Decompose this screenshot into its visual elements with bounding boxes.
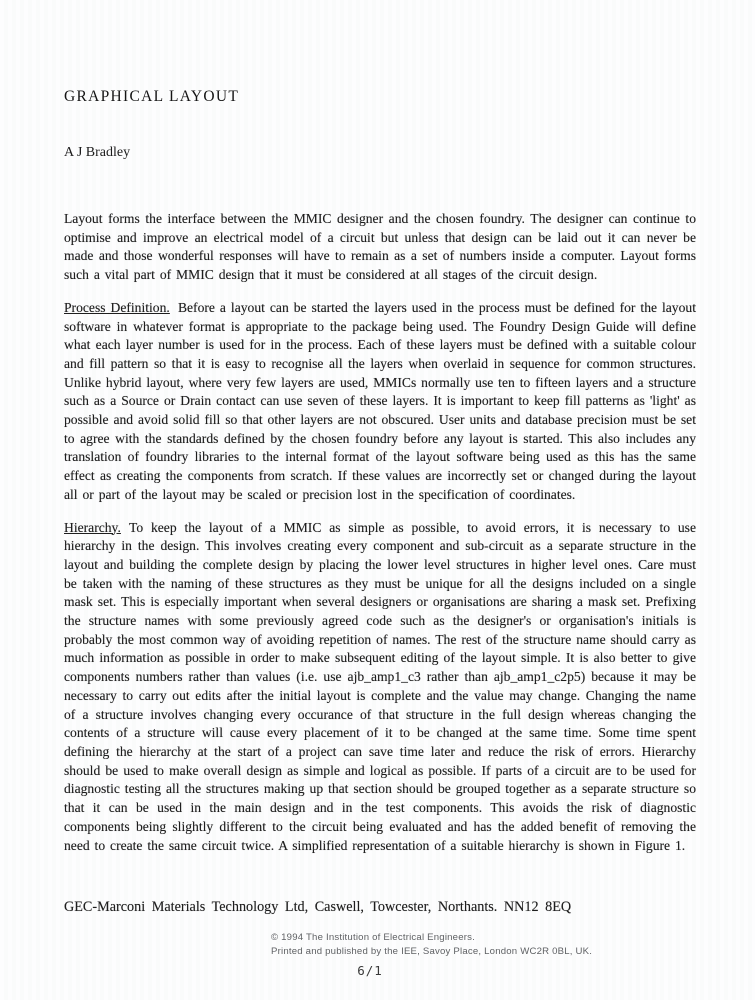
paragraph-text: Before a layout can be started the layers used in the process must be defined for the layout software in whatever format is appropriate to the package being used. The Foundry Design Guide will define what each layer number is used for in the process. Each of these layers must be defined with a suitable colour and fill pattern so that it is easy to recognise all the layers when overlaid in sequence for common structures. Unlike hybrid layout, where very few layers are used, MMICs normally use ten to fifteen layers and a structure such as a Source or Drain contact can use seven of these layers. It is important to keep fill patterns as 'light' as possible and avoid solid fill so that other layers are not obscured. User units and database precision must be set to agree with the standards defined by the chosen foundry before any layout is started. This also includes any translation of foundry libraries to the internal format of the layout software being used as this has the same effect as creating the components from scratch. If these values are incorrectly set or changed during the layout all or part of the layout may be scaled or precision lost in the specification of coordinates.: [64, 299, 696, 502]
paragraph-text: To keep the layout of a MMIC as simple as possible, to avoid errors, it is necessary to use hierarchy in the design. This involves creating every component and sub-circuit as a separate structure in the layout and building the complete design by placing the lower level structures in higher level ones. Care must be taken with the naming of these structures as they must be unique for all the designs included on a single mask set. This is especially important when several designers or organisations are sharing a mask set. Prefixing the structure names with some previously agreed code such as the designer's or organisation's initials is probably the most common way of avoiding repetition of names. The rest of the structure name should carry as much information as possible in order to make subsequent editing of the layout simple. It is also better to give components numbers rather than values (i.e. use ajb_amp1_c3 rather than ajb_amp1_c2p5) because it may be necessary to carry out edits after the initial layout is complete and the value may change. Changing the name of a structure involves changing every occurance of that structure in the full design whereas changing the contents of a structure will cause every placement of it to be changed at the same time. Some time spent defining the hierarchy at the start of a project can save time later and reduce the risk of errors. Hierarchy should be used to make overall design as simple and logical as possible. If parts of a circuit are to be used for diagnostic testing all the structures making up that section should be grouped together as a separate structure so that it can be used in the main design and in the test components. This avoids the risk of diagnostic components being slightly different to the circuit being evaluated and has the added benefit of removing the need to create the same circuit twice. A simplified representation of a suitable hierarchy is shown in Figure 1.: [64, 519, 696, 853]
copyright-block: [271, 931, 592, 958]
paragraph-intro: [64, 210, 696, 285]
affiliation-line: GEC-Marconi Materials Technology Ltd, Caswell, Towcester, Northants. NN12 8EQ: [64, 899, 572, 915]
paragraph-text: Layout forms the interface between the MMIC designer and the chosen foundry. The designer can continue to optimise and improve an electrical model of a circuit but unless that design can be laid out it can never be made and those wonderful responses will have to remain as a set of numbers inside a computer. Layout forms such a vital part of MMIC design that it must be considered at all stages of the circuit design.: [64, 211, 696, 283]
author-name: A J Bradley: [64, 145, 131, 160]
page-number: 6/1: [357, 963, 383, 978]
paragraph-hierarchy: [64, 519, 696, 856]
section-heading-hierarchy: Hierarchy.: [64, 519, 121, 535]
copyright-line: © 1994 The Institution of Electrical Engineers.: [271, 932, 476, 943]
page-title: GRAPHICAL LAYOUT: [64, 88, 240, 105]
section-heading-process-definition: Process Definition.: [64, 299, 170, 315]
publisher-line: Printed and published by the IEE, Savoy Place, London WC2R 0BL, UK.: [271, 945, 593, 957]
paragraph-process-definition: [64, 299, 696, 505]
